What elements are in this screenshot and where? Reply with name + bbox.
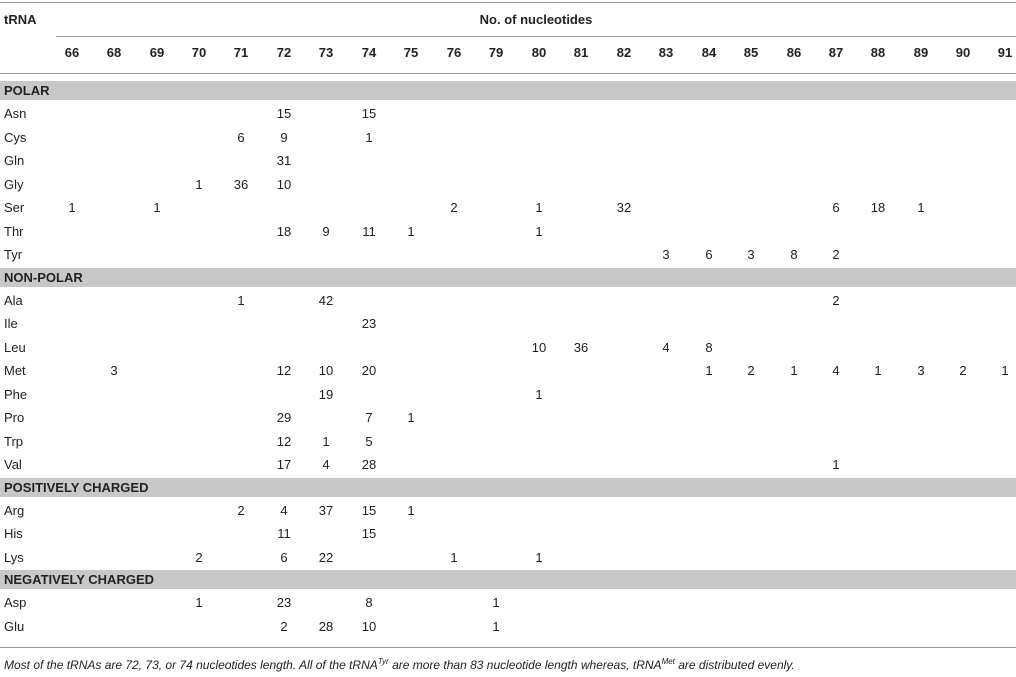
table-cell: 10 bbox=[276, 176, 292, 192]
column-header-87: 87 bbox=[828, 45, 844, 60]
row-label: Glu bbox=[4, 618, 25, 634]
header-rule bbox=[0, 73, 1016, 74]
table-cell: 2 bbox=[280, 618, 288, 634]
table-cell: 10 bbox=[531, 339, 547, 355]
bottom-rule bbox=[0, 647, 1016, 648]
table-cell: 1 bbox=[492, 595, 500, 610]
table-cell: 12 bbox=[276, 433, 292, 449]
column-header-81: 81 bbox=[573, 45, 589, 60]
table-cell: 2 bbox=[195, 549, 203, 565]
row-label: Ser bbox=[4, 200, 25, 215]
table-cell: 22 bbox=[318, 549, 334, 565]
table-cell: 2 bbox=[832, 292, 840, 308]
table-cell: 9 bbox=[322, 223, 330, 239]
table-cell: 1 bbox=[365, 129, 373, 145]
table-cell: 37 bbox=[318, 502, 334, 518]
table-cell: 1 bbox=[407, 223, 415, 239]
table-cell: 1 bbox=[237, 292, 245, 308]
row-label: Gly bbox=[4, 176, 24, 192]
group-title: NON-POLAR bbox=[4, 269, 83, 285]
table-cell: 19 bbox=[318, 386, 334, 402]
table-cell: 1 bbox=[535, 200, 543, 215]
table-cell: 1 bbox=[407, 410, 415, 425]
table-cell: 4 bbox=[280, 502, 288, 518]
row-label: Ile bbox=[4, 316, 18, 331]
row-label: Leu bbox=[4, 339, 26, 355]
group-header bbox=[0, 81, 1016, 100]
table-cell: 8 bbox=[790, 247, 798, 262]
table-cell: 36 bbox=[233, 176, 249, 192]
column-header-85: 85 bbox=[743, 45, 759, 60]
table-cell: 32 bbox=[616, 200, 632, 215]
table-cell: 31 bbox=[276, 153, 292, 168]
column-header-83: 83 bbox=[658, 45, 674, 60]
table-cell: 5 bbox=[365, 433, 373, 449]
table-cell: 1 bbox=[492, 618, 500, 634]
table-cell: 42 bbox=[318, 292, 334, 308]
table-cell: 1 bbox=[917, 200, 925, 215]
table-cell: 18 bbox=[276, 223, 292, 239]
table-cell: 15 bbox=[361, 502, 377, 518]
column-header-84: 84 bbox=[701, 45, 717, 60]
table-cell: 4 bbox=[662, 339, 670, 355]
table-cell: 1 bbox=[1001, 363, 1009, 378]
table-cell: 4 bbox=[322, 457, 330, 472]
footnote: Most of the tRNAs are 72, 73, or 74 nucleotides length. All of the tRNA$^{Tyr}$ are more than 83 nucleotide length whereas, tRNA$^{Met}$ are distributed evenly. bbox=[4, 657, 795, 672]
column-header-73: 73 bbox=[318, 45, 334, 60]
column-header-69: 69 bbox=[149, 45, 165, 60]
table-cell: 6 bbox=[832, 200, 840, 215]
table-cell: 2 bbox=[450, 200, 458, 215]
table-cell: 1 bbox=[535, 223, 543, 239]
column-header-76: 76 bbox=[446, 45, 462, 60]
row-label: Asn bbox=[4, 106, 27, 121]
table-cell: 1 bbox=[790, 363, 798, 378]
table-cell: 2 bbox=[959, 363, 967, 378]
table-cell: 1 bbox=[450, 549, 458, 565]
table-cell: 3 bbox=[110, 363, 118, 378]
table-cell: 1 bbox=[153, 200, 161, 215]
column-header-71: 71 bbox=[233, 45, 249, 60]
table-cell: 2 bbox=[832, 247, 840, 262]
header-nucleotides: No. of nucleotides bbox=[479, 12, 593, 27]
row-label: Arg bbox=[4, 502, 25, 518]
header-trna: tRNA bbox=[4, 12, 37, 27]
column-header-66: 66 bbox=[64, 45, 80, 60]
row-label: Ala bbox=[4, 292, 23, 308]
table-cell: 1 bbox=[322, 433, 330, 449]
table-cell: 1 bbox=[68, 200, 76, 215]
group-title: POSITIVELY CHARGED bbox=[4, 479, 149, 495]
column-header-90: 90 bbox=[955, 45, 971, 60]
group-header bbox=[0, 478, 1016, 497]
row-label: Phe bbox=[4, 386, 28, 402]
table-cell: 6 bbox=[280, 549, 288, 565]
group-header bbox=[0, 570, 1016, 589]
table-cell: 3 bbox=[917, 363, 925, 378]
table-cell: 1 bbox=[874, 363, 882, 378]
top-rule bbox=[0, 2, 1016, 3]
column-header-89: 89 bbox=[913, 45, 929, 60]
table-cell: 15 bbox=[361, 106, 377, 121]
row-label: Tyr bbox=[4, 247, 23, 262]
column-header-75: 75 bbox=[403, 45, 419, 60]
table-cell: 2 bbox=[747, 363, 755, 378]
table-cell: 15 bbox=[361, 526, 377, 541]
table-cell: 29 bbox=[276, 410, 292, 425]
table-cell: 36 bbox=[573, 339, 589, 355]
table-cell: 18 bbox=[870, 200, 886, 215]
column-header-88: 88 bbox=[870, 45, 886, 60]
column-header-74: 74 bbox=[361, 45, 377, 60]
table-cell: 9 bbox=[280, 129, 288, 145]
column-header-86: 86 bbox=[786, 45, 802, 60]
row-label: Thr bbox=[4, 223, 24, 239]
row-label: His bbox=[4, 526, 23, 541]
table-cell: 1 bbox=[535, 549, 543, 565]
column-header-82: 82 bbox=[616, 45, 632, 60]
row-label: Cys bbox=[4, 129, 27, 145]
table-cell: 11 bbox=[362, 223, 376, 239]
table-cell: 1 bbox=[832, 457, 840, 472]
table-cell: 6 bbox=[237, 129, 245, 145]
row-label: Asp bbox=[4, 595, 27, 610]
table-cell: 1 bbox=[195, 176, 203, 192]
table-cell: 10 bbox=[361, 618, 377, 634]
table-cell: 3 bbox=[662, 247, 670, 262]
table-cell: 1 bbox=[705, 363, 713, 378]
group-title: NEGATIVELY CHARGED bbox=[4, 572, 155, 587]
group-header bbox=[0, 268, 1016, 287]
table-cell: 20 bbox=[361, 363, 377, 378]
table-cell: 23 bbox=[276, 595, 292, 610]
table-cell: 15 bbox=[276, 106, 292, 121]
row-label: Trp bbox=[4, 433, 24, 449]
column-header-72: 72 bbox=[276, 45, 292, 60]
table-cell: 10 bbox=[318, 363, 334, 378]
table-cell: 2 bbox=[237, 502, 245, 518]
table-cell: 1 bbox=[535, 386, 543, 402]
row-label: Met bbox=[4, 363, 26, 378]
table-cell: 28 bbox=[318, 618, 334, 634]
table-cell: 23 bbox=[361, 316, 377, 331]
table-cell: 1 bbox=[407, 502, 415, 518]
table-cell: 3 bbox=[747, 247, 755, 262]
table-cell: 4 bbox=[832, 363, 840, 378]
spanner-rule bbox=[56, 36, 1016, 37]
column-header-68: 68 bbox=[106, 45, 122, 60]
column-header-79: 79 bbox=[488, 45, 504, 60]
table-cell: 6 bbox=[705, 247, 713, 262]
row-label: Pro bbox=[4, 410, 25, 425]
table-cell: 7 bbox=[365, 410, 373, 425]
table-cell: 1 bbox=[195, 595, 203, 610]
table-cell: 28 bbox=[361, 457, 377, 472]
table-cell: 8 bbox=[705, 339, 713, 355]
column-header-91: 91 bbox=[997, 45, 1013, 60]
column-header-80: 80 bbox=[531, 45, 547, 60]
group-title: POLAR bbox=[4, 83, 50, 98]
row-label: Val bbox=[4, 457, 22, 472]
table-cell: 8 bbox=[365, 595, 373, 610]
row-label: Lys bbox=[4, 549, 24, 565]
row-label: Gln bbox=[4, 153, 25, 168]
table-cell: 12 bbox=[276, 363, 292, 378]
table-cell: 11 bbox=[277, 526, 291, 541]
column-header-70: 70 bbox=[191, 45, 207, 60]
table-cell: 17 bbox=[276, 457, 292, 472]
